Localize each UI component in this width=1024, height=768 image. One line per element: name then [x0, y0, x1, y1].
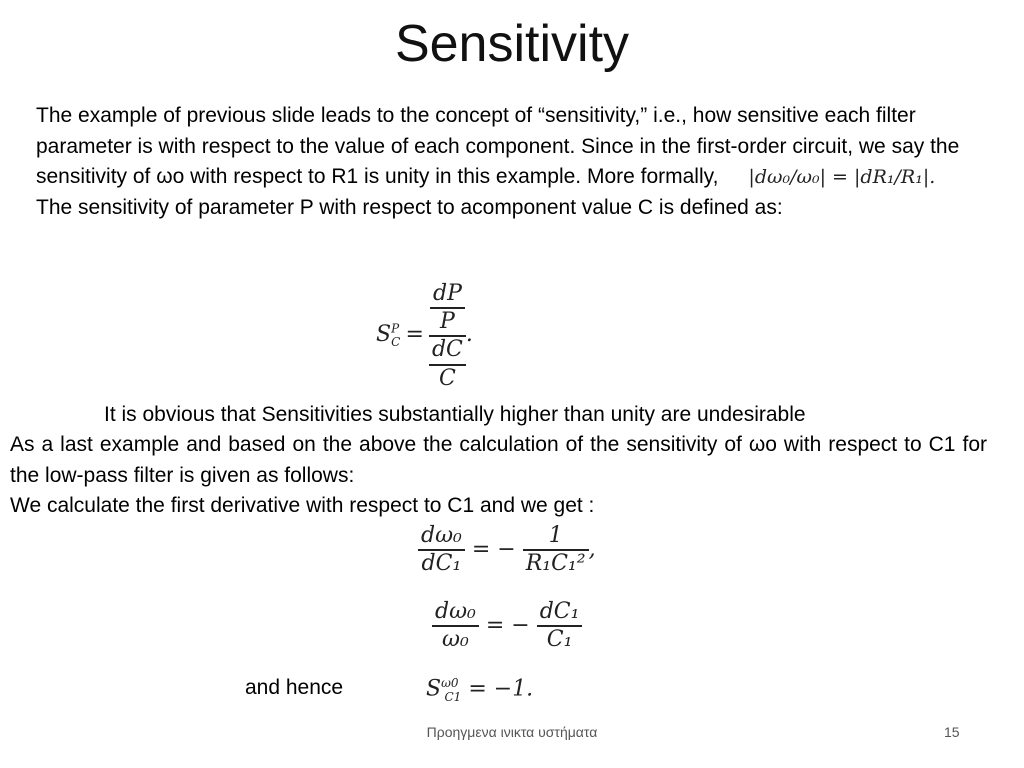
rhs-fraction: $\frac{1}{\text{R₁C₁²}}$ [523, 524, 589, 576]
equals-minus: = − [485, 613, 530, 639]
intro-paragraph [36, 101, 996, 223]
numerator-fraction [430, 282, 465, 334]
frac-dc: dC [431, 337, 463, 363]
last-example-paragraph [10, 430, 987, 522]
period: . [465, 321, 473, 347]
sensitivity-definition-equation [376, 282, 473, 391]
frac-c: C [439, 365, 456, 391]
equals-minus: = − [471, 537, 516, 563]
ratio-equation [432, 600, 582, 652]
frac-dp: dP [432, 281, 462, 306]
lhs-fraction: $\frac{\text{dω₀}}{\text{dC₁}}$ [418, 524, 465, 576]
inline-equation: |dω₀/ω₀| = |dR₁/R₁|. [748, 166, 936, 188]
last-example-text: As a last example and based on the above the calculation of the sensitivity of ωo with respect to C1 for the low-pass filter is given as follows: [10, 433, 987, 487]
frac-p: P [440, 309, 455, 335]
equals-sign: = [405, 321, 424, 347]
slide-title: Sensitivity [394, 15, 630, 73]
denominator-fraction [429, 338, 466, 390]
final-equation: $S^{\omega 0}_{C1} = -1$. [426, 676, 534, 704]
page-number: 15 [944, 724, 960, 740]
definition-text: The sensitivity of parameter P with respect to acomponent value C is defined as: [36, 195, 783, 219]
rhs-ratio: $\frac{\text{dC₁}}{\text{C₁}}$ [537, 600, 583, 652]
derivative-text: We calculate the first derivative with respect to C1 and we get : [10, 494, 595, 517]
lhs-ratio: $\frac{\text{dω₀}}{\text{ω₀}}$ [432, 600, 479, 652]
intro-line: The example of previous slide leads to the concept of “sensitivity,” i.e., how sensitive each filter parameter is with respect to the value of each component. Since in the first-order circuit, we say the sensitivity of ωo with respect to R1 is unity in this example. More formally, [36, 104, 960, 188]
derivative-equation: $\frac{\text{dω₀}}{\text{dC₁}}$ = − $\frac{1}{\text{R₁C₁²}}$ , [418, 524, 596, 576]
intro-text [36, 101, 996, 193]
and-hence-label: and hence [245, 676, 344, 699]
outer-fraction [429, 282, 466, 391]
footer-text: Προηγμενα ινικτα υστήματα [426, 724, 598, 740]
obvious-statement: It is obvious that Sensitivities substantially higher than unity are undesirable [104, 403, 806, 426]
sensitivity-symbol: $S^P_C$ [376, 321, 401, 350]
